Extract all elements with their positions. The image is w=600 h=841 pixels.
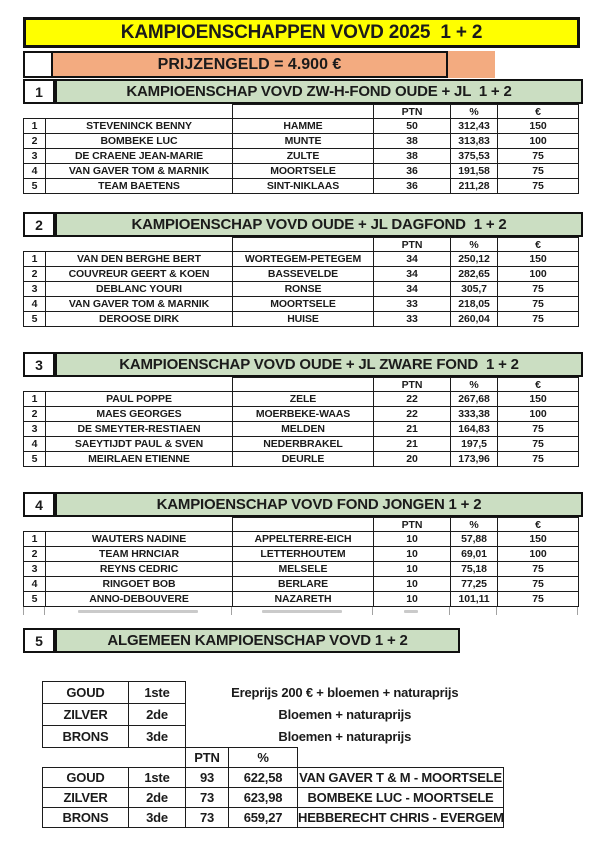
table-header-row — [24, 378, 579, 392]
prize-banner-extension — [448, 51, 495, 78]
pct-cell: 69,01 — [451, 547, 498, 562]
table-row — [24, 437, 579, 452]
city-cell: HAMME — [233, 119, 374, 134]
medal-cell: ZILVER — [43, 788, 129, 808]
pct-cell: 191,58 — [451, 164, 498, 179]
eur-cell: 150 — [498, 119, 579, 134]
city-cell: SINT-NIKLAAS — [233, 179, 374, 194]
name-cell: DE CRAENE JEAN-MARIE — [46, 149, 233, 164]
section-number: 5 — [23, 628, 55, 653]
table-row — [24, 252, 579, 267]
rank-cell: 5 — [24, 312, 46, 327]
winner-cell: VAN GAVER T & M - MOORTSELE — [298, 768, 504, 788]
city-cell: APPELTERRE-EICH — [233, 532, 374, 547]
eur-cell: 75 — [498, 437, 579, 452]
prize-description: Bloemen + naturaprijs — [278, 707, 412, 722]
pct-cell: 282,65 — [451, 267, 498, 282]
city-cell: MELSELE — [233, 562, 374, 577]
header-eur: € — [498, 238, 579, 252]
rank-cell: 1 — [24, 532, 46, 547]
prize-description: Ereprijs 200 € + bloemen + naturaprijs — [231, 685, 459, 700]
pct-cell: 375,53 — [451, 149, 498, 164]
truncated-cell — [232, 606, 373, 615]
medal-row — [43, 726, 504, 748]
ptn-cell: 34 — [374, 282, 451, 297]
ptn-cell: 34 — [374, 267, 451, 282]
pct-cell: 333,38 — [451, 407, 498, 422]
header-ptn: PTN — [186, 748, 229, 768]
name-cell: ANNO-DEBOUVERE — [46, 592, 233, 607]
eur-cell: 150 — [498, 532, 579, 547]
truncated-cell — [497, 606, 578, 615]
section-4-header — [23, 492, 583, 517]
result-row — [43, 808, 504, 828]
name-cell: MEIRLAEN ETIENNE — [46, 452, 233, 467]
name-cell: VAN GAVER TOM & MARNIK — [46, 164, 233, 179]
pct-cell: 164,83 — [451, 422, 498, 437]
rank-cell: 5 — [24, 452, 46, 467]
page-title: KAMPIOENSCHAPPEN VOVD 2025 1 + 2 — [23, 17, 580, 48]
table-row — [24, 134, 579, 149]
eur-cell: 75 — [498, 149, 579, 164]
city-cell: BASSEVELDE — [233, 267, 374, 282]
eur-cell: 75 — [498, 179, 579, 194]
section-title: KAMPIOENSCHAP VOVD FOND JONGEN 1 + 2 — [55, 492, 583, 517]
rank-cell: 4 — [24, 437, 46, 452]
table-row — [24, 422, 579, 437]
city-cell: NAZARETH — [233, 592, 374, 607]
table-row — [24, 282, 579, 297]
section-number: 1 — [23, 79, 55, 104]
pct-cell: 75,18 — [451, 562, 498, 577]
rank-cell: 3 — [24, 422, 46, 437]
ptn-cell: 93 — [186, 768, 229, 788]
header-ptn: PTN — [374, 238, 451, 252]
section-2-header — [23, 212, 583, 237]
pct-cell: 623,98 — [229, 788, 298, 808]
section-number: 3 — [23, 352, 55, 377]
header-blank-cell — [233, 518, 374, 532]
header-pct: % — [451, 518, 498, 532]
header-eur: € — [498, 378, 579, 392]
section-3-header — [23, 352, 583, 377]
header-ptn: PTN — [374, 518, 451, 532]
eur-cell: 100 — [498, 547, 579, 562]
pct-cell: 305,7 — [451, 282, 498, 297]
ptn-cell: 33 — [374, 312, 451, 327]
ptn-cell: 73 — [186, 808, 229, 828]
section-title: KAMPIOENSCHAP VOVD OUDE + JL ZWARE FOND 1 + 2 — [55, 352, 583, 377]
section-3-table — [23, 377, 579, 467]
ptn-cell: 38 — [374, 149, 451, 164]
name-cell: WAUTERS NADINE — [46, 532, 233, 547]
header-spacer — [298, 748, 504, 768]
table-row — [24, 532, 579, 547]
table-row — [24, 592, 579, 607]
table-row — [24, 164, 579, 179]
ptn-cell: 20 — [374, 452, 451, 467]
place-cell: 3de — [129, 726, 186, 748]
city-cell: ZULTE — [233, 149, 374, 164]
place-cell: 2de — [129, 788, 186, 808]
city-cell: MUNTE — [233, 134, 374, 149]
truncated-cell — [45, 606, 232, 615]
city-cell: DEURLE — [233, 452, 374, 467]
rank-cell: 3 — [24, 562, 46, 577]
medal-cell: BRONS — [43, 726, 129, 748]
ptn-cell: 21 — [374, 422, 451, 437]
prize-banner: PRIJZENGELD = 4.900 € — [53, 51, 448, 78]
header-spacer — [24, 238, 233, 252]
ptn-cell: 10 — [374, 577, 451, 592]
rank-cell: 3 — [24, 282, 46, 297]
result-row — [43, 788, 504, 808]
table-row — [24, 562, 579, 577]
name-cell: BOMBEKE LUC — [46, 134, 233, 149]
name-cell: TEAM HRNCIAR — [46, 547, 233, 562]
truncated-cell — [450, 606, 497, 615]
ptn-cell: 21 — [374, 437, 451, 452]
place-cell: 3de — [129, 808, 186, 828]
eur-cell: 75 — [498, 577, 579, 592]
eur-cell: 75 — [498, 452, 579, 467]
ptn-cell: 38 — [374, 134, 451, 149]
pct-cell: 250,12 — [451, 252, 498, 267]
header-pct: % — [451, 238, 498, 252]
pct-cell: 57,88 — [451, 532, 498, 547]
section-2-table — [23, 237, 579, 327]
header-pct: % — [229, 748, 298, 768]
pct-cell: 211,28 — [451, 179, 498, 194]
table-row — [24, 577, 579, 592]
rank-cell: 1 — [24, 252, 46, 267]
rank-cell: 5 — [24, 179, 46, 194]
result-row — [43, 768, 504, 788]
winner-cell: HEBBERECHT CHRIS - EVERGEM — [298, 808, 504, 828]
name-cell: DEBLANC YOURI — [46, 282, 233, 297]
medal-row — [43, 682, 504, 704]
header-pct: % — [451, 105, 498, 119]
eur-cell: 150 — [498, 252, 579, 267]
medal-row — [43, 704, 504, 726]
table-row — [24, 179, 579, 194]
table-row — [24, 119, 579, 134]
medal-cell: ZILVER — [43, 704, 129, 726]
name-cell: STEVENINCK BENNY — [46, 119, 233, 134]
eur-cell: 100 — [498, 267, 579, 282]
medal-cell: GOUD — [43, 682, 129, 704]
section-4-table — [23, 517, 579, 607]
header-blank-cell — [233, 238, 374, 252]
name-cell: DEROOSE DIRK — [46, 312, 233, 327]
rank-cell: 4 — [24, 577, 46, 592]
pct-cell: 101,11 — [451, 592, 498, 607]
pct-cell: 267,68 — [451, 392, 498, 407]
place-cell: 1ste — [129, 768, 186, 788]
results-header-row — [43, 748, 504, 768]
table-row — [24, 297, 579, 312]
ptn-cell: 10 — [374, 532, 451, 547]
rank-cell: 2 — [24, 134, 46, 149]
table-row — [24, 452, 579, 467]
name-cell: COUVREUR GEERT & KOEN — [46, 267, 233, 282]
name-cell: VAN GAVER TOM & MARNIK — [46, 297, 233, 312]
ptn-cell: 22 — [374, 392, 451, 407]
prize-description: Bloemen + naturaprijs — [278, 728, 412, 744]
rank-cell: 4 — [24, 164, 46, 179]
winner-cell: BOMBEKE LUC - MOORTSELE — [298, 788, 504, 808]
name-cell: PAUL POPPE — [46, 392, 233, 407]
header-spacer — [24, 105, 233, 119]
section-title: KAMPIOENSCHAP VOVD OUDE + JL DAGFOND 1 + 2 — [55, 212, 583, 237]
prize-banner-empty-cell — [23, 51, 53, 78]
pct-cell: 313,83 — [451, 134, 498, 149]
rank-cell: 2 — [24, 407, 46, 422]
city-cell: MOORTSELE — [233, 164, 374, 179]
place-cell: 1ste — [129, 682, 186, 704]
pct-cell: 197,5 — [451, 437, 498, 452]
eur-cell: 75 — [498, 422, 579, 437]
ptn-cell: 36 — [374, 164, 451, 179]
city-cell: WORTEGEM-PETEGEM — [233, 252, 374, 267]
header-ptn: PTN — [374, 105, 451, 119]
name-cell: TEAM BAETENS — [46, 179, 233, 194]
eur-cell: 75 — [498, 592, 579, 607]
section-title: KAMPIOENSCHAP VOVD ZW-H-FOND OUDE + JL 1 + 2 — [55, 79, 583, 104]
eur-cell: 100 — [498, 134, 579, 149]
city-cell: NEDERBRAKEL — [233, 437, 374, 452]
table-row — [24, 407, 579, 422]
header-pct: % — [451, 378, 498, 392]
table-header-row — [24, 105, 579, 119]
medal-cell: BRONS — [43, 808, 129, 828]
city-cell: MOERBEKE-WAAS — [233, 407, 374, 422]
ptn-cell: 73 — [186, 788, 229, 808]
ptn-cell: 33 — [374, 297, 451, 312]
city-cell: MELDEN — [233, 422, 374, 437]
section-number: 4 — [23, 492, 55, 517]
header-eur: € — [498, 105, 579, 119]
table-row — [24, 392, 579, 407]
truncated-cell — [23, 606, 45, 615]
eur-cell: 75 — [498, 282, 579, 297]
header-ptn: PTN — [374, 378, 451, 392]
eur-cell: 75 — [498, 297, 579, 312]
name-cell: MAES GEORGES — [46, 407, 233, 422]
eur-cell: 75 — [498, 164, 579, 179]
header-spacer — [43, 748, 186, 768]
prize-banner-row — [23, 51, 495, 78]
truncated-cell — [373, 606, 450, 615]
header-spacer — [24, 378, 233, 392]
ptn-cell: 10 — [374, 562, 451, 577]
eur-cell: 150 — [498, 392, 579, 407]
ptn-cell: 22 — [374, 407, 451, 422]
pct-cell: 77,25 — [451, 577, 498, 592]
section-5-header — [23, 628, 460, 653]
city-cell: MOORTSELE — [233, 297, 374, 312]
rank-cell: 3 — [24, 149, 46, 164]
name-cell: VAN DEN BERGHE BERT — [46, 252, 233, 267]
section-number: 2 — [23, 212, 55, 237]
place-cell: 2de — [129, 704, 186, 726]
pct-cell: 218,05 — [451, 297, 498, 312]
pct-cell: 173,96 — [451, 452, 498, 467]
city-cell: BERLARE — [233, 577, 374, 592]
medal-cell: GOUD — [43, 768, 129, 788]
pct-cell: 659,27 — [229, 808, 298, 828]
rank-cell: 4 — [24, 297, 46, 312]
eur-cell: 75 — [498, 562, 579, 577]
city-cell: LETTERHOUTEM — [233, 547, 374, 562]
general-championship-table — [42, 681, 504, 828]
header-blank-cell — [233, 378, 374, 392]
ptn-cell: 10 — [374, 547, 451, 562]
name-cell: DE SMEYTER-RESTIAEN — [46, 422, 233, 437]
name-cell: RINGOET BOB — [46, 577, 233, 592]
pct-cell: 260,04 — [451, 312, 498, 327]
name-cell: SAEYTIJDT PAUL & SVEN — [46, 437, 233, 452]
table-header-row — [24, 238, 579, 252]
header-blank-cell — [233, 105, 374, 119]
rank-cell: 1 — [24, 392, 46, 407]
table-row — [24, 312, 579, 327]
table-header-row — [24, 518, 579, 532]
section-title: ALGEMEEN KAMPIOENSCHAP VOVD 1 + 2 — [55, 628, 460, 653]
table-row — [24, 149, 579, 164]
ptn-cell: 34 — [374, 252, 451, 267]
ptn-cell: 50 — [374, 119, 451, 134]
ptn-cell: 10 — [374, 592, 451, 607]
section-1-table — [23, 104, 579, 194]
table-row — [24, 547, 579, 562]
rank-cell: 5 — [24, 592, 46, 607]
ptn-cell: 36 — [374, 179, 451, 194]
city-cell: HUISE — [233, 312, 374, 327]
truncated-row — [23, 606, 578, 615]
name-cell: REYNS CEDRIC — [46, 562, 233, 577]
rank-cell: 1 — [24, 119, 46, 134]
city-cell: ZELE — [233, 392, 374, 407]
header-spacer — [24, 518, 233, 532]
city-cell: RONSE — [233, 282, 374, 297]
eur-cell: 100 — [498, 407, 579, 422]
section-1-header — [23, 79, 583, 104]
pct-cell: 312,43 — [451, 119, 498, 134]
rank-cell: 2 — [24, 267, 46, 282]
table-row — [24, 267, 579, 282]
pct-cell: 622,58 — [229, 768, 298, 788]
eur-cell: 75 — [498, 312, 579, 327]
rank-cell: 2 — [24, 547, 46, 562]
header-eur: € — [498, 518, 579, 532]
